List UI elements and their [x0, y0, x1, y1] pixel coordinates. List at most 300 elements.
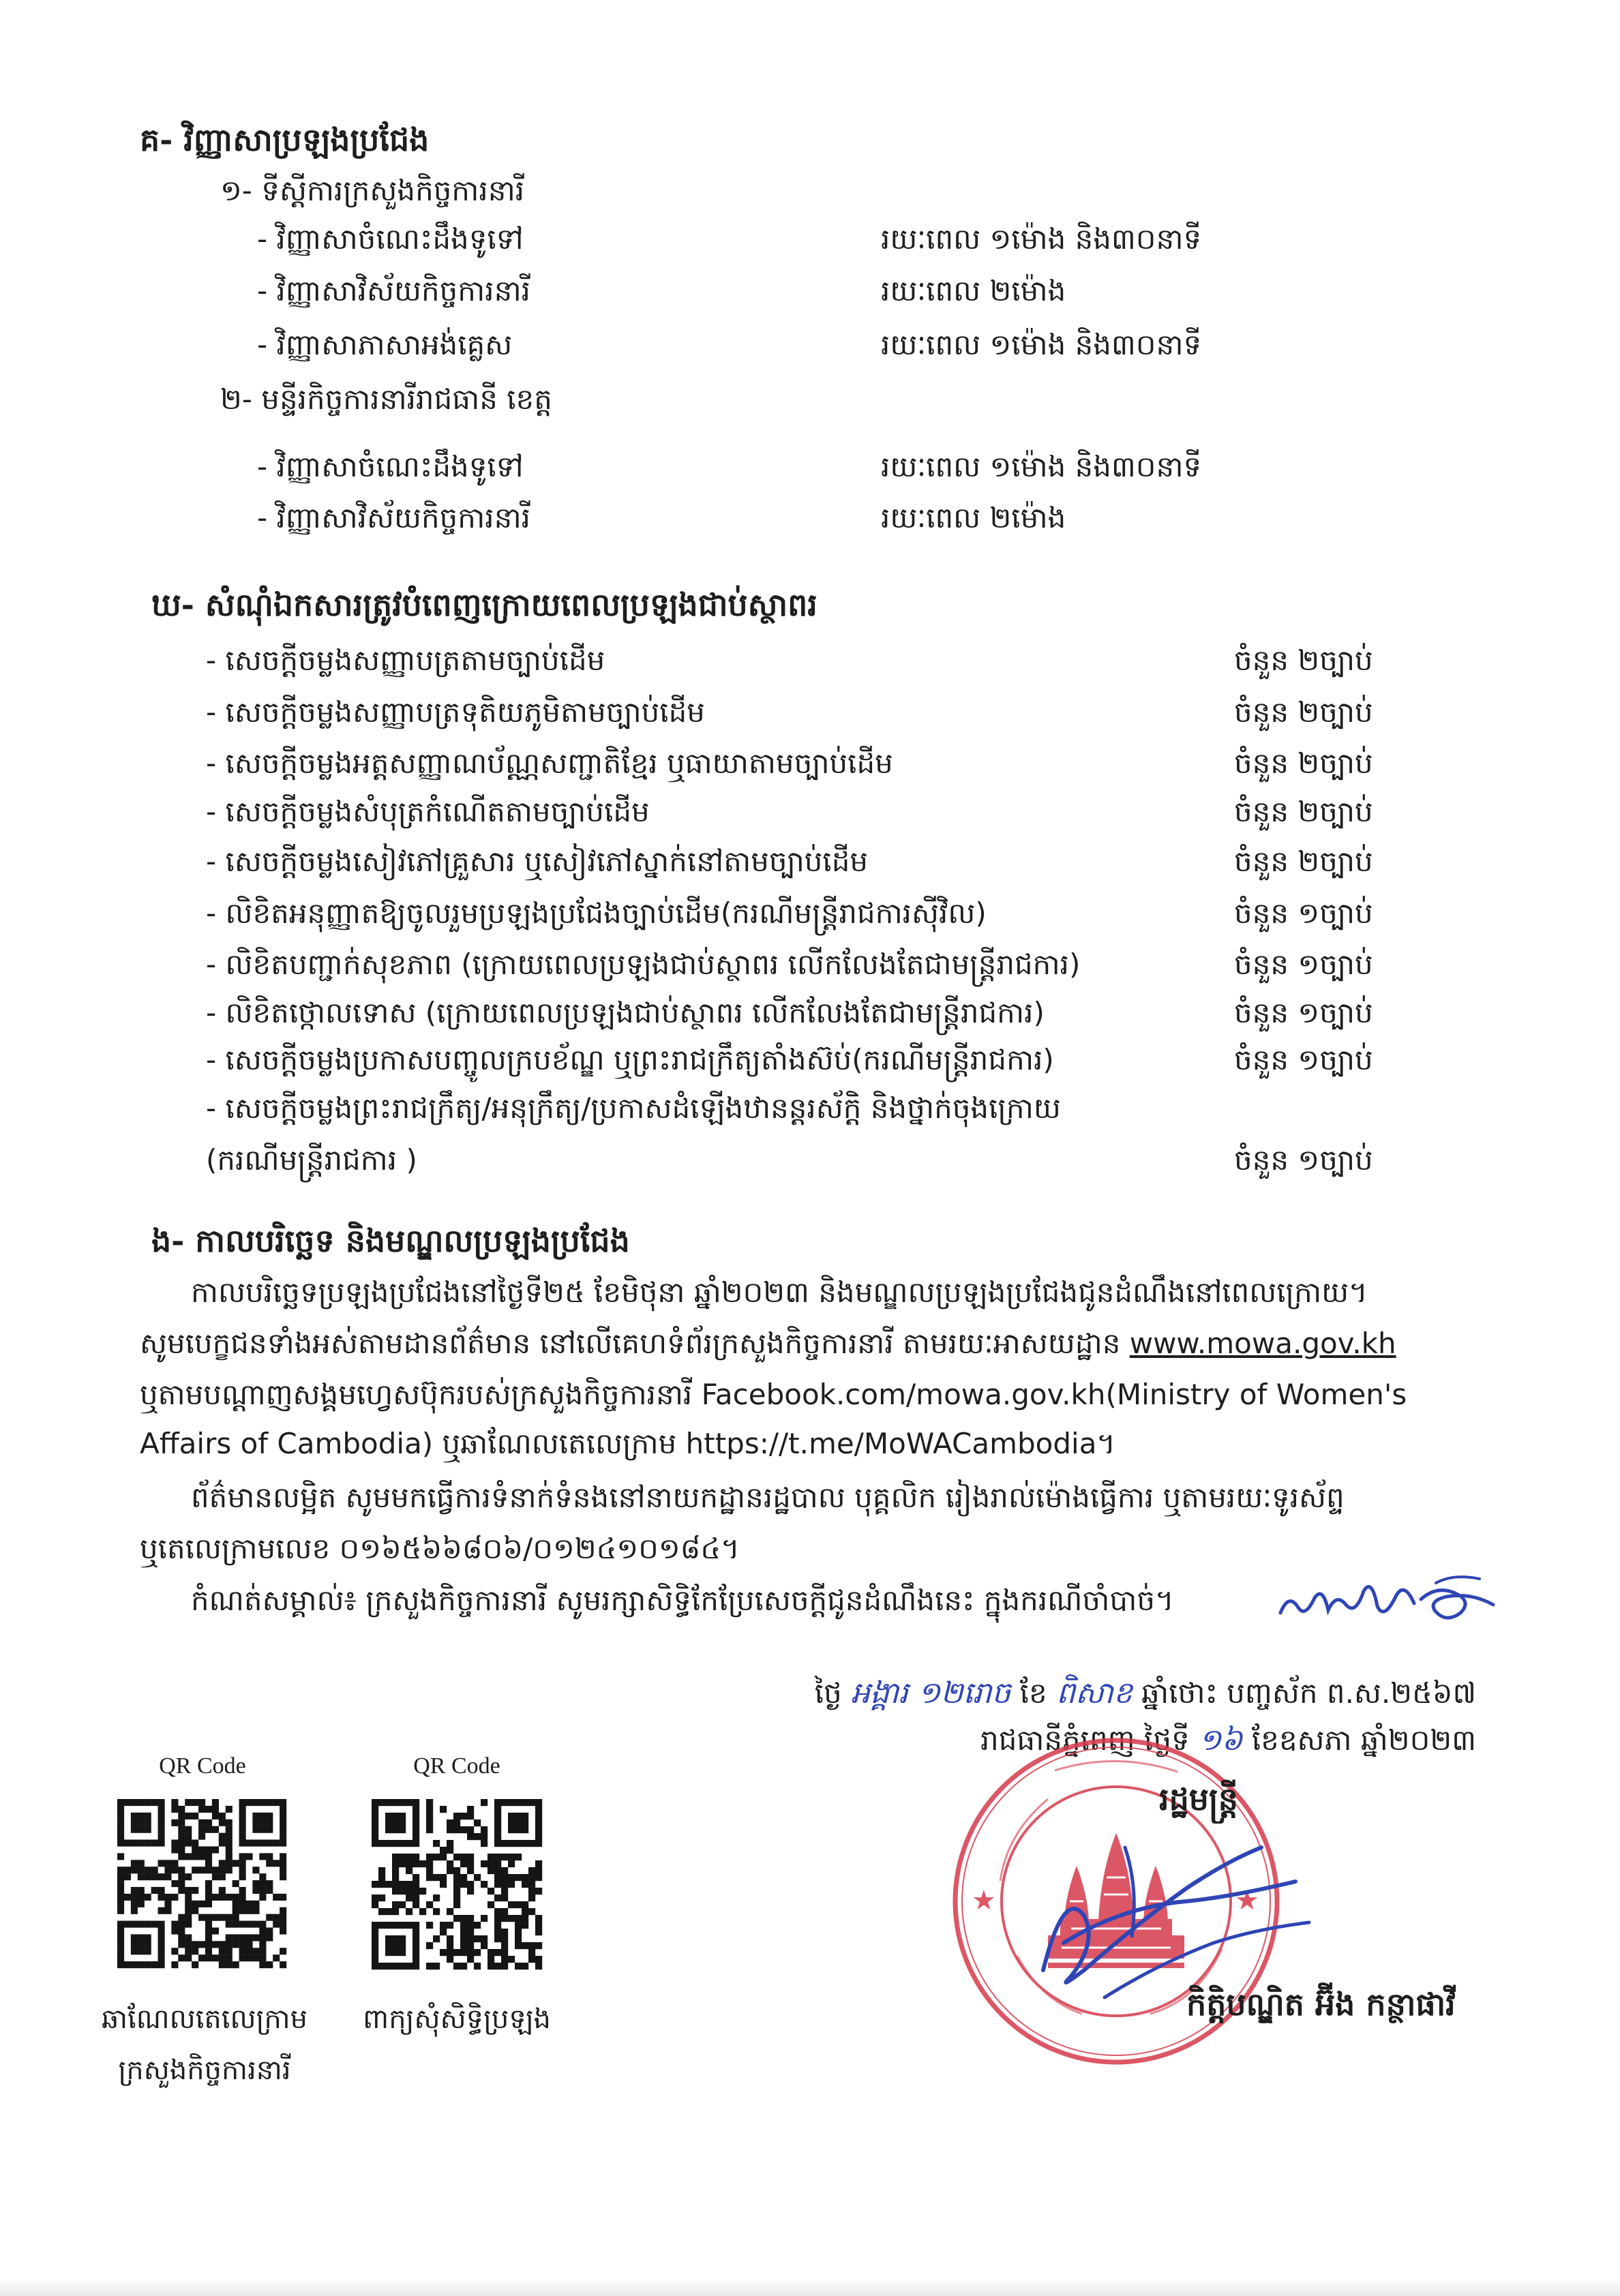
qr-module	[259, 1873, 266, 1880]
exam-subject: - វិញ្ញាសាវិស័យកិច្ចការនារី	[257, 274, 530, 307]
qr-module	[460, 1935, 467, 1942]
qr-module	[226, 1846, 232, 1853]
qr-module	[494, 1922, 501, 1929]
qr-module	[185, 1873, 192, 1880]
scan-edge	[0, 2278, 1620, 2296]
qr-module	[131, 1907, 138, 1914]
qr-module	[185, 1887, 192, 1894]
qr-module	[212, 1941, 219, 1948]
qr-module	[239, 1921, 246, 1928]
qr-caption-telegram: ឆាណែលតេលេក្រាម	[102, 2004, 308, 2035]
qr-module	[131, 1860, 138, 1867]
qr-module	[460, 1929, 467, 1935]
qr-module	[433, 1840, 440, 1847]
qr-module	[212, 1813, 219, 1819]
exam-subject: - វិញ្ញាសាចំណេះដឹងទូទៅ	[257, 450, 524, 483]
qr-module	[474, 1819, 481, 1826]
qr-module	[185, 1907, 192, 1914]
qr-module	[280, 1927, 286, 1934]
qr-module	[535, 1915, 542, 1922]
qr-module	[460, 1963, 467, 1969]
qr-module	[467, 1854, 474, 1860]
document-count: ចំនួន ២ច្បាប់	[1234, 746, 1373, 780]
qr-module	[178, 1867, 185, 1873]
qr-module	[494, 1874, 501, 1881]
qr-module	[392, 1881, 399, 1888]
lunar-day-handwritten: អង្គារ ១២រោច	[851, 1676, 1011, 1710]
qr-module	[474, 1922, 481, 1929]
qr-module	[481, 1826, 487, 1833]
qr-module	[481, 1833, 487, 1840]
qr-module	[151, 1873, 158, 1880]
qr-module	[219, 1941, 226, 1948]
qr-module	[515, 1854, 522, 1860]
document-item: - លិខិតថ្កោលទោស (ក្រោយពេលប្រឡងជាប់ស្ថាពរ លើកលែងតែជាមន្ត្រីរាជការ)	[206, 996, 1045, 1029]
qr-module	[198, 1799, 205, 1806]
qr-module	[219, 1867, 226, 1873]
qr-module	[266, 1914, 273, 1921]
qr-module	[426, 1963, 433, 1969]
document-count: ចំនួន ២ច្បាប់	[1234, 795, 1373, 828]
qr-module	[501, 1867, 508, 1874]
qr-module	[440, 1881, 447, 1888]
qr-module	[138, 1873, 145, 1880]
qr-module	[487, 1956, 494, 1963]
qr-module	[185, 1954, 192, 1961]
qr-module	[528, 1894, 535, 1901]
qr-module	[205, 1846, 212, 1853]
qr-module	[232, 1901, 239, 1907]
qr-module	[232, 1921, 239, 1928]
qr-module	[522, 1908, 528, 1915]
qr-module	[239, 1901, 246, 1907]
qr-module	[481, 1942, 487, 1949]
qr-module	[453, 1867, 460, 1874]
qr-module	[219, 1961, 226, 1968]
lunar-month-handwritten: ពិសាខ	[1056, 1676, 1132, 1710]
qr-module	[481, 1840, 487, 1847]
qr-module	[433, 1874, 440, 1881]
group-title-provincial: ២- មន្ទីរកិច្ចការនារីរាជធានី ខេត្ត	[220, 382, 552, 416]
qr-module	[171, 1927, 178, 1934]
qr-module	[528, 1888, 535, 1894]
qr-module	[447, 1949, 453, 1956]
qr-module	[171, 1867, 178, 1873]
qr-module	[205, 1914, 212, 1921]
exam-subject: - វិញ្ញាសាវិស័យកិច្ចការនារី	[257, 501, 530, 534]
qr-module	[185, 1840, 192, 1847]
qr-module	[185, 1894, 192, 1901]
qr-module	[392, 1867, 399, 1874]
qr-module	[535, 1888, 542, 1894]
qr-module	[205, 1948, 212, 1954]
qr-module	[460, 1860, 467, 1867]
qr-module	[501, 1963, 508, 1969]
qr-module	[481, 1881, 487, 1888]
document-item: - សេចក្តីចម្លងសៀវភៅគ្រួសារ ឬសៀវភៅស្នាក់នៅតាមច្បាប់ដើម	[206, 845, 869, 878]
qr-module	[151, 1887, 158, 1894]
qr-module	[447, 1867, 453, 1874]
qr-module	[467, 1826, 474, 1833]
qr-module	[226, 1921, 232, 1928]
qr-module	[185, 1914, 192, 1921]
qr-module	[273, 1894, 280, 1901]
qr-module	[205, 1941, 212, 1948]
qr-module	[522, 1874, 528, 1881]
qr-module	[378, 1874, 385, 1881]
qr-module	[178, 1941, 185, 1948]
qr-module	[226, 1914, 232, 1921]
lunar-month-label: ខែ	[1019, 1676, 1047, 1710]
qr-module	[259, 1927, 266, 1934]
qr-module	[474, 1833, 481, 1840]
qr-module	[481, 1860, 487, 1867]
qr-module	[522, 1963, 528, 1969]
qr-module	[117, 1887, 124, 1894]
qr-module	[266, 1927, 273, 1934]
qr-module	[487, 1949, 494, 1956]
qr-module	[515, 1874, 522, 1881]
lunar-date-line	[805, 1669, 1476, 1718]
qr-module	[515, 1929, 522, 1935]
qr-module	[528, 1874, 535, 1881]
qr-module	[440, 1806, 447, 1813]
qr-module	[212, 1799, 219, 1806]
qr-module	[124, 1894, 131, 1901]
qr-module	[178, 1927, 185, 1934]
qr-module	[440, 1874, 447, 1881]
qr-module	[245, 1907, 252, 1914]
paragraph-line	[140, 1319, 1476, 1368]
qr-module	[494, 1929, 501, 1935]
qr-module	[508, 1901, 515, 1908]
qr-module	[205, 1927, 212, 1934]
qr-module	[280, 1948, 286, 1954]
qr-module	[131, 1887, 138, 1894]
qr-module	[453, 1915, 460, 1922]
qr-module	[198, 1853, 205, 1860]
qr-module	[192, 1799, 198, 1806]
qr-module	[232, 1934, 239, 1941]
qr-module	[205, 1901, 212, 1907]
qr-module	[164, 1894, 171, 1901]
qr-module	[192, 1961, 198, 1968]
qr-module	[412, 1860, 419, 1867]
qr-module	[522, 1942, 528, 1949]
qr-module	[205, 1880, 212, 1887]
qr-module	[406, 1881, 412, 1888]
qr-module	[508, 1854, 515, 1860]
qr-module	[171, 1948, 178, 1954]
qr-module	[164, 1907, 171, 1914]
qr-module	[501, 1874, 508, 1881]
ministry-website-link: www.mowa.gov.kh	[1129, 1327, 1396, 1360]
qr-module	[178, 1826, 185, 1833]
qr-module	[212, 1806, 219, 1813]
qr-module	[219, 1887, 226, 1894]
qr-module	[280, 1921, 286, 1928]
qr-module	[232, 1894, 239, 1901]
initials-signature	[1275, 1565, 1500, 1633]
qr-module	[239, 1907, 246, 1914]
qr-module	[219, 1840, 226, 1847]
qr-module	[117, 1894, 124, 1901]
qr-module	[239, 1860, 246, 1867]
qr-module	[426, 1799, 433, 1806]
qr-module	[494, 1860, 501, 1867]
qr-module	[239, 1887, 246, 1894]
qr-module	[185, 1941, 192, 1948]
qr-module	[138, 1860, 145, 1867]
day-handwritten: ១៦	[1199, 1723, 1243, 1757]
qr-module	[252, 1934, 259, 1941]
qr-module	[198, 1867, 205, 1873]
qr-module	[131, 1867, 138, 1873]
qr-module	[245, 1948, 252, 1954]
qr-module	[392, 1908, 399, 1915]
qr-module	[185, 1921, 192, 1928]
qr-module	[219, 1948, 226, 1954]
qr-module	[205, 1819, 212, 1826]
qr-module	[273, 1921, 280, 1928]
qr-module	[192, 1901, 198, 1907]
qr-module	[399, 1860, 406, 1867]
qr-module	[453, 1894, 460, 1901]
qr-module	[372, 1881, 378, 1888]
qr-module	[419, 1888, 426, 1894]
qr-module	[515, 1915, 522, 1922]
document-count: ចំនួន ១ច្បាប់	[1234, 896, 1373, 930]
qr-module	[239, 1894, 246, 1901]
exam-duration: រយៈពេល ២ម៉ោង	[881, 501, 1066, 534]
section-ga-heading: គ- វិញ្ញាសាប្រឡងប្រជែង	[140, 121, 430, 158]
qr-module	[467, 1867, 474, 1874]
qr-module	[467, 1806, 474, 1813]
qr-module	[138, 1867, 145, 1873]
qr-module	[433, 1894, 440, 1901]
qr-module	[467, 1935, 474, 1942]
qr-module	[433, 1908, 440, 1915]
qr-module	[467, 1929, 474, 1935]
qr-module	[192, 1941, 198, 1948]
qr-module	[259, 1961, 266, 1968]
qr-module	[158, 1860, 165, 1867]
qr-module	[467, 1956, 474, 1963]
qr-module	[252, 1907, 259, 1914]
qr-module	[460, 1922, 467, 1929]
qr-module	[212, 1927, 219, 1934]
seal-star-left: ★	[972, 1885, 996, 1916]
qr-module	[232, 1880, 239, 1887]
qr-module	[447, 1826, 453, 1833]
qr-module	[378, 1867, 385, 1874]
qr-module	[266, 1887, 273, 1894]
qr-module	[535, 1922, 542, 1929]
qr-module	[185, 1826, 192, 1833]
qr-module	[198, 1833, 205, 1840]
qr-module	[433, 1935, 440, 1942]
qr-module	[145, 1873, 151, 1880]
qr-module	[205, 1826, 212, 1833]
qr-module	[226, 1806, 232, 1813]
qr-module	[280, 1853, 286, 1860]
qr-module	[501, 1908, 508, 1915]
exam-duration: រយៈពេល ១ម៉ោង និង៣០នាទី	[881, 222, 1202, 256]
qr-module	[171, 1894, 178, 1901]
note-line: កំណត់សម្គាល់៖ ក្រសួងកិច្ចការនារី សូមរក្សាសិទ្ធិកែប្រែសេចក្តីជូនដំណឹងនេះ ក្នុងករណីចាំបាច់។	[191, 1584, 1174, 1617]
qr-module	[124, 1867, 131, 1873]
qr-module	[447, 1922, 453, 1929]
qr-module	[522, 1881, 528, 1888]
qr-module	[453, 1819, 460, 1826]
qr-module	[433, 1854, 440, 1860]
qr-module	[535, 1942, 542, 1949]
qr-module	[205, 1934, 212, 1941]
lunar-day-label: ថ្ងៃ	[814, 1676, 842, 1710]
qr-module	[252, 1901, 259, 1907]
qr-module	[245, 1901, 252, 1907]
qr-module	[399, 1881, 406, 1888]
qr-module	[440, 1922, 447, 1929]
qr-module	[239, 1948, 246, 1954]
paragraph-line: កាលបរិច្ឆេទប្រឡងប្រជែងនៅថ្ងៃទី២៥ ខែមិថុនា ឆ្នាំ២០២៣ និងមណ្ឌលប្រឡងប្រជែងជូនដំណឹងនៅពេលក្រោយ។	[191, 1275, 1368, 1309]
qr-module	[399, 1888, 406, 1894]
qr-module	[198, 1819, 205, 1826]
qr-module	[487, 1963, 494, 1969]
qr-module	[280, 1961, 286, 1968]
qr-module	[178, 1914, 185, 1921]
qr-module	[406, 1854, 412, 1860]
signatory-name: កិត្តិបណ្ឌិត អ៊ីង កន្ថាផាវី	[1186, 1986, 1456, 2023]
qr-module	[226, 1840, 232, 1847]
qr-module	[460, 1881, 467, 1888]
document-item: - សេចក្តីចម្លងប្រកាសបញ្ចូលក្របខ័ណ្ឌ ឬព្រះរាជក្រឹត្យតាំងស៊ប់(ករណីមន្ត្រីរាជការ)	[206, 1043, 1054, 1076]
qr-module	[494, 1915, 501, 1922]
qr-module	[198, 1846, 205, 1853]
qr-module	[467, 1860, 474, 1867]
paragraph-line: Affairs of Cambodia) ឬឆាណែលតេលេក្រាម https://t.me/MoWACambodia។	[140, 1427, 1116, 1460]
qr-module	[515, 1963, 522, 1969]
qr-module	[419, 1908, 426, 1915]
qr-module	[501, 1935, 508, 1942]
qr-code-application	[372, 1799, 542, 1969]
qr-module	[426, 1874, 433, 1881]
qr-module	[515, 1922, 522, 1929]
qr-module	[426, 1806, 433, 1813]
qr-module	[117, 1873, 124, 1880]
qr-module	[426, 1819, 433, 1826]
qr-module	[164, 1873, 171, 1880]
qr-module	[226, 1867, 232, 1873]
qr-module	[447, 1860, 453, 1867]
qr-module	[426, 1860, 433, 1867]
qr-module	[522, 1922, 528, 1929]
qr-module	[266, 1880, 273, 1887]
qr-module	[406, 1888, 412, 1894]
qr-module	[198, 1914, 205, 1921]
qr-module	[239, 1867, 246, 1873]
exam-subject: - វិញ្ញាសាភាសាអង់គ្លេស	[257, 328, 513, 361]
qr-module	[226, 1894, 232, 1901]
qr-module	[185, 1799, 192, 1806]
qr-module	[494, 1935, 501, 1942]
qr-module	[501, 1894, 508, 1901]
qr-module	[226, 1954, 232, 1961]
qr-module	[426, 1922, 433, 1929]
qr-module	[280, 1914, 286, 1921]
qr-module	[474, 1963, 481, 1969]
qr-module	[487, 1901, 494, 1908]
document-count: ចំនួន ២ច្បាប់	[1234, 695, 1373, 729]
qr-module	[117, 1880, 124, 1887]
qr-module	[460, 1854, 467, 1860]
paragraph-line: ឬតេលេក្រាមលេខ ០១៦៥៦៦៨០៦/០១២៤១០១៨៤។	[140, 1532, 740, 1565]
qr-module	[117, 1853, 124, 1860]
qr-module	[406, 1894, 412, 1901]
qr-module	[406, 1860, 412, 1867]
qr-module	[453, 1949, 460, 1956]
qr-module	[474, 1935, 481, 1942]
qr-module	[259, 1941, 266, 1948]
qr-module	[219, 1914, 226, 1921]
qr-module	[273, 1954, 280, 1961]
document-item: - លិខិតបញ្ជាក់សុខភាព (ក្រោយពេលប្រឡងជាប់ស្ថាពរ លើកលែងតែជាមន្ត្រីរាជការ)	[206, 948, 1081, 981]
qr-module	[453, 1888, 460, 1894]
qr-module	[372, 1894, 378, 1901]
qr-module	[392, 1860, 399, 1867]
qr-label-telegram: QR Code	[159, 1753, 246, 1779]
qr-module	[226, 1961, 232, 1968]
exam-duration: រយៈពេល ១ម៉ោង និង៣០នាទី	[881, 450, 1202, 483]
qr-module	[158, 1873, 165, 1880]
qr-module	[280, 1873, 286, 1880]
qr-module	[232, 1961, 239, 1968]
qr-module	[487, 1860, 494, 1867]
document-count: ចំនួន ១ច្បាប់	[1234, 1143, 1373, 1177]
qr-module	[494, 1854, 501, 1860]
qr-module	[273, 1914, 280, 1921]
qr-module	[259, 1880, 266, 1887]
qr-module	[226, 1948, 232, 1954]
qr-module	[178, 1954, 185, 1961]
qr-module	[171, 1921, 178, 1928]
qr-module	[138, 1887, 145, 1894]
seal-star-right: ★	[1235, 1885, 1259, 1916]
qr-module	[508, 1956, 515, 1963]
qr-module	[412, 1894, 419, 1901]
qr-module	[392, 1854, 399, 1860]
qr-module	[145, 1867, 151, 1873]
qr-module	[460, 1813, 467, 1819]
qr-module	[372, 1901, 378, 1908]
qr-module	[232, 1860, 239, 1867]
qr-module	[474, 1949, 481, 1956]
qr-module	[508, 1874, 515, 1881]
exam-duration: រយៈពេល ១ម៉ោង និង៣០នាទី	[881, 328, 1202, 361]
qr-module	[266, 1934, 273, 1941]
qr-module	[447, 1942, 453, 1949]
qr-module	[245, 1934, 252, 1941]
qr-module	[535, 1963, 542, 1969]
qr-module	[259, 1887, 266, 1894]
qr-module	[535, 1874, 542, 1881]
section-ngo-heading: ង- កាលបរិច្ឆេទ និងមណ្ឌលប្រឡងប្រជែង	[151, 1222, 630, 1259]
qr-module	[412, 1888, 419, 1894]
qr-module	[239, 1853, 246, 1860]
qr-module	[252, 1887, 259, 1894]
qr-module	[178, 1921, 185, 1928]
qr-module	[171, 1819, 178, 1826]
